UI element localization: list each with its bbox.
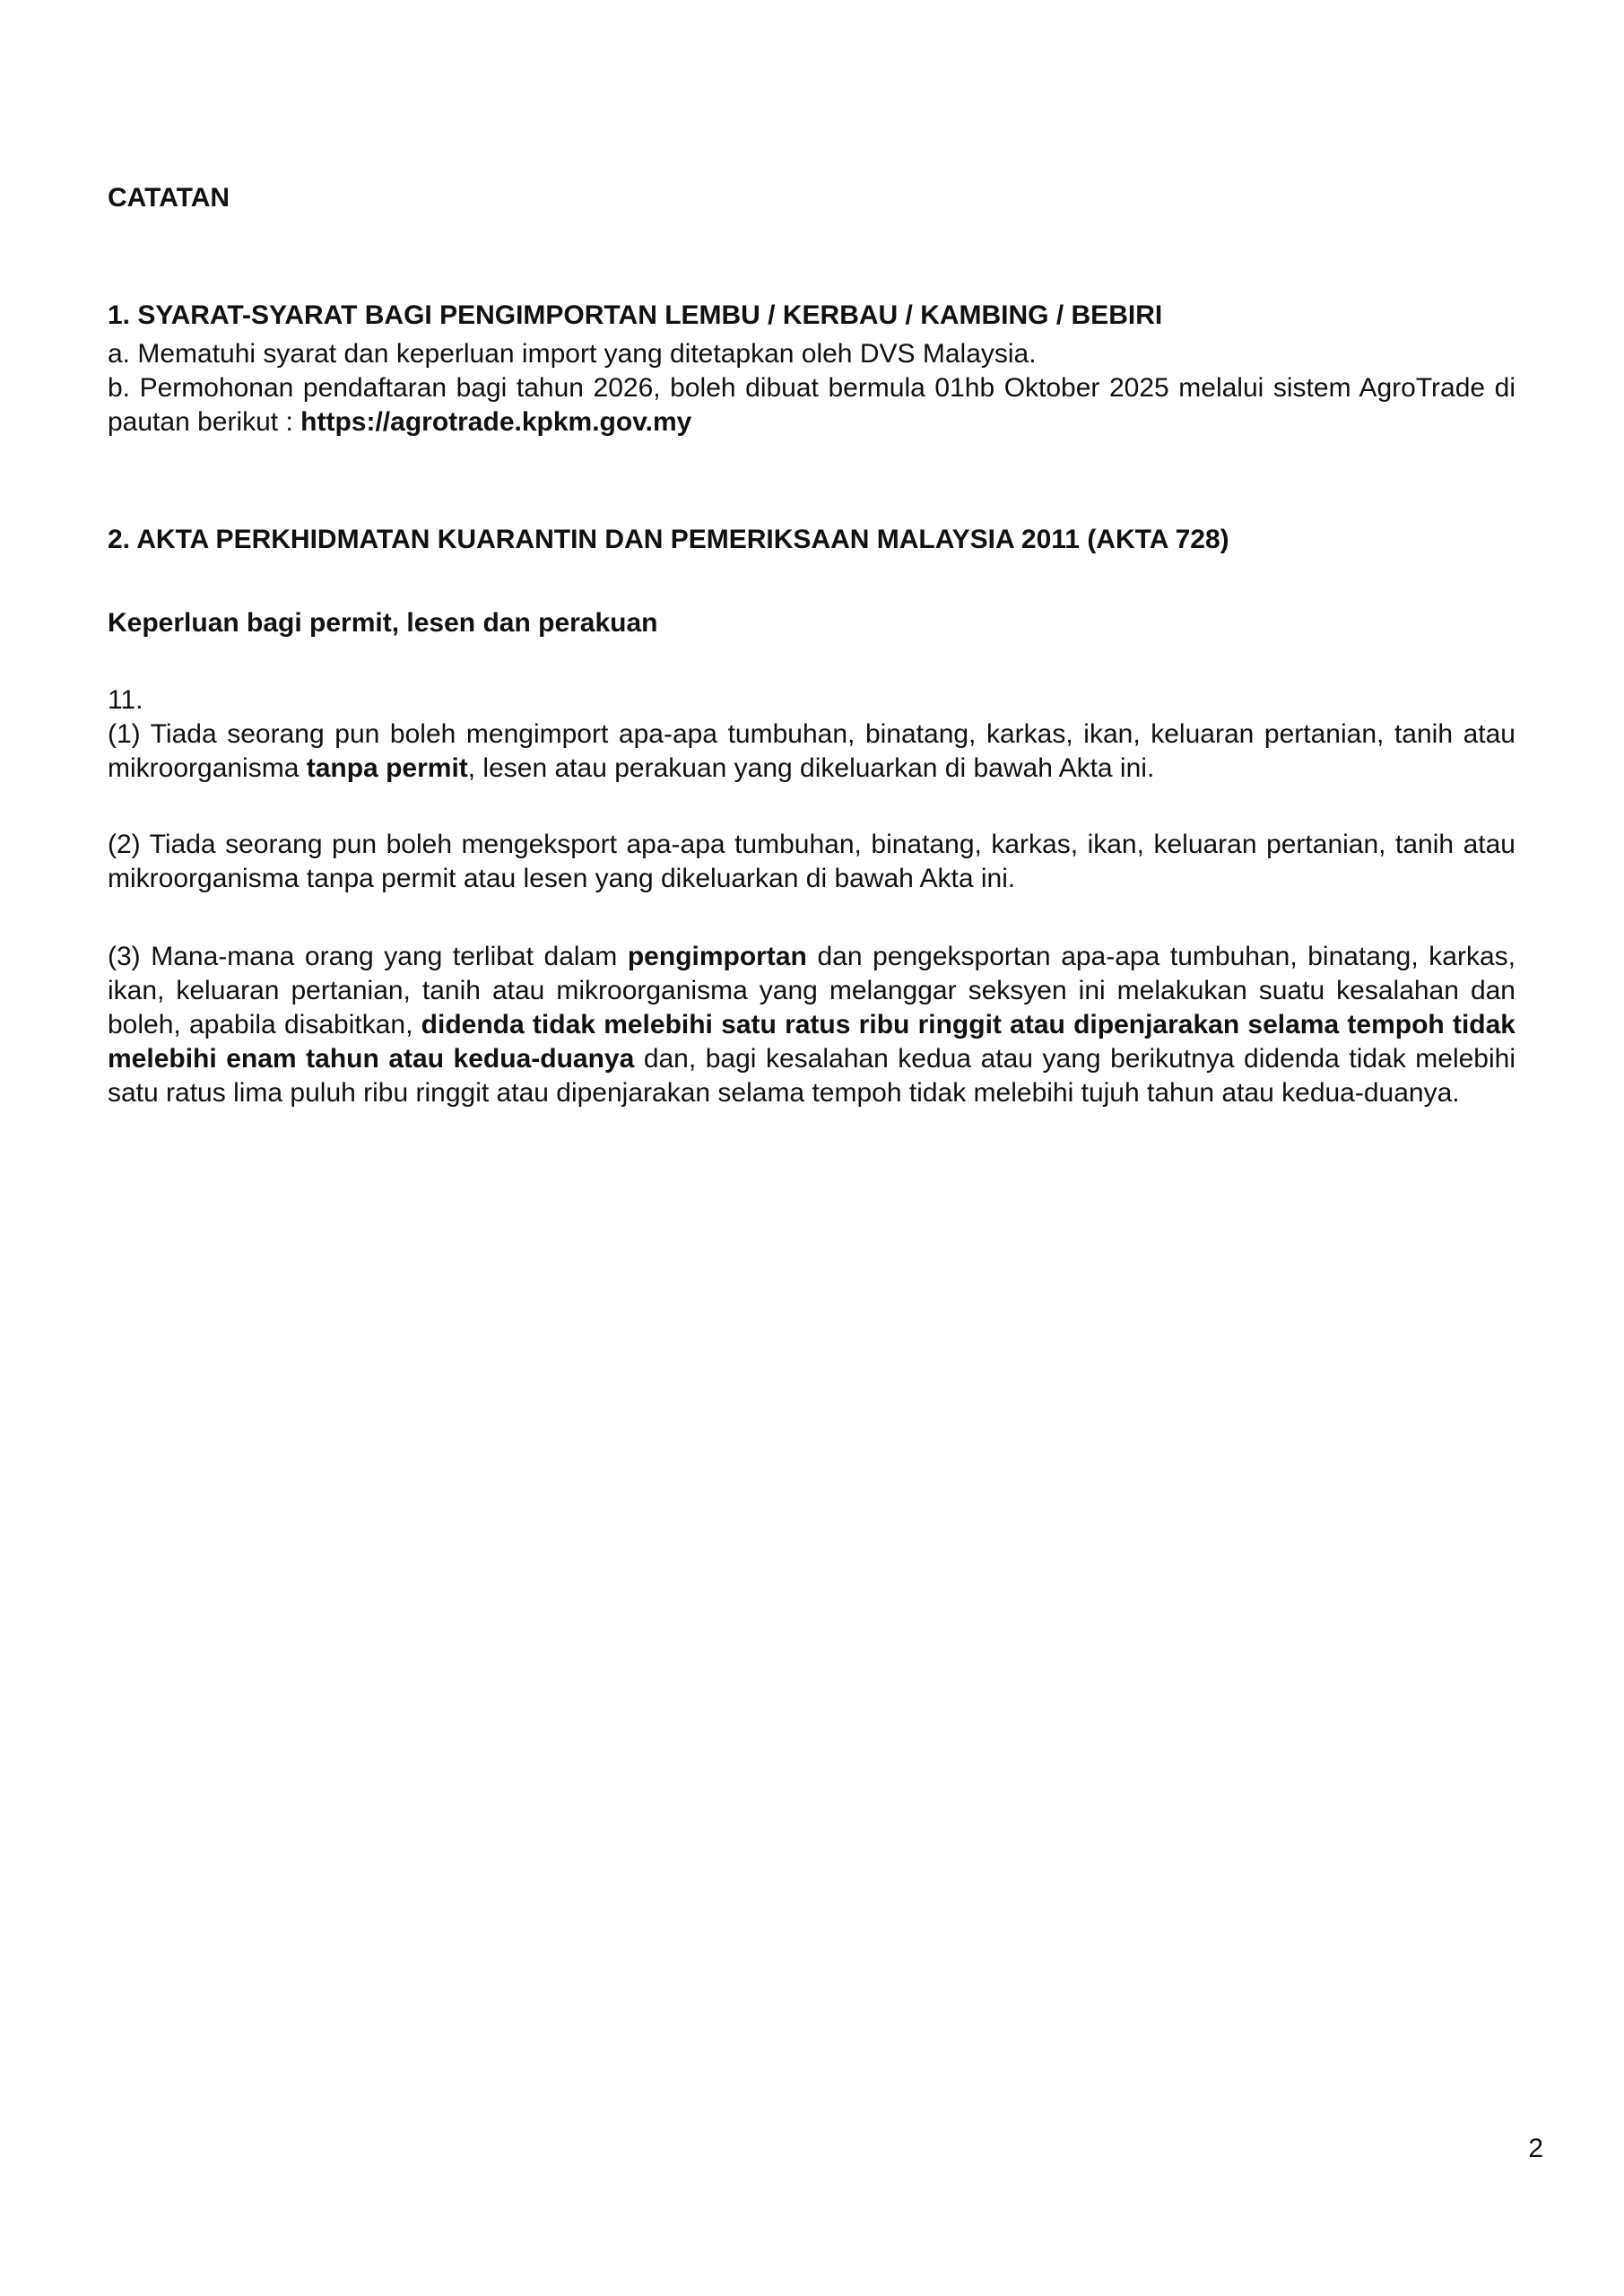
section-1-heading: 1. SYARAT-SYARAT BAGI PENGIMPORTAN LEMBU / KERBAU / KAMBING / BEBIRI [108,300,1163,330]
clause-para-3-text-end: dan, bagi kesalahan kedua atau yang berikutnya didenda tidak melebihi satu ratus lima puluh ribu ringgit atau dipenjarakan selama tempoh tidak melebihi tujuh tahun atau kedua-duanya. [108,1044,1515,1108]
clause-11-block [108,683,1515,786]
clause-para-1-text-end: , lesen atau perakuan yang dikeluarkan di bawah Akta ini. [467,753,1155,783]
document-content [108,181,1515,1110]
clause-para-1 [108,718,1515,786]
section-2-heading: 2. AKTA PERKHIDMATAN KUARANTIN DAN PEMERIKSAAN MALAYSIA 2011 (AKTA 728) [108,525,1229,554]
clause-para-3-text: (3) Mana-mana orang yang terlibat dalam [108,942,628,971]
clause-para-1-text: (1) Tiada seorang pun boleh mengimport apa-apa tumbuhan, binatang, karkas, ikan, keluaran pertanian, tanih atau mikroorganisma [108,719,1515,783]
clause-para-1-bold-phrase: tanpa permit [306,753,468,783]
clause-para-2-text: (2) Tiada seorang pun boleh mengeksport apa-apa tumbuhan, binatang, karkas, ikan, keluaran pertanian, tanih atau mikroorganisma tanpa permit atau lesen yang dikeluarkan di bawah Akta ini. [108,830,1515,893]
section-1 [108,299,1515,439]
clause-para-3-bold-pengimportan: pengimportan [627,942,807,971]
clause-para-3-bold-penalty: didenda tidak melebihi satu ratus ribu ringgit atau dipenjarakan selama tempoh tidak melebihi enam tahun atau kedua-duanya [108,1010,1515,1074]
clause-para-3 [108,940,1515,1110]
section-1-item-b-text: b. Permohonan pendaftaran bagi tahun 2026, boleh dibuat bermula 01hb Oktober 2025 melalui sistem AgroTrade di pautan berikut : [108,373,1515,437]
agrotrade-url: https://agrotrade.kpkm.gov.my [300,407,692,437]
section-2-subheading: Keperluan bagi permit, lesen dan perakuan [108,608,658,638]
section-1-item-a: a. Mematuhi syarat dan keperluan import yang ditetapkan oleh DVS Malaysia. [108,339,1037,369]
document-title: CATATAN [108,183,230,213]
page-number: 2 [1528,2134,1543,2163]
clause-number: 11. [108,685,143,715]
clause-para-2 [108,828,1515,896]
section-1-item-b [108,371,1515,439]
clause-para-3-text-mid: dan pengeksportan apa-apa tumbuhan, binatang, karkas, ikan, keluaran pertanian, tanih atau mikroorganisma yang melanggar seksyen ini melakukan suatu kesalahan dan boleh, apabila disabitkan, [108,942,1515,1039]
